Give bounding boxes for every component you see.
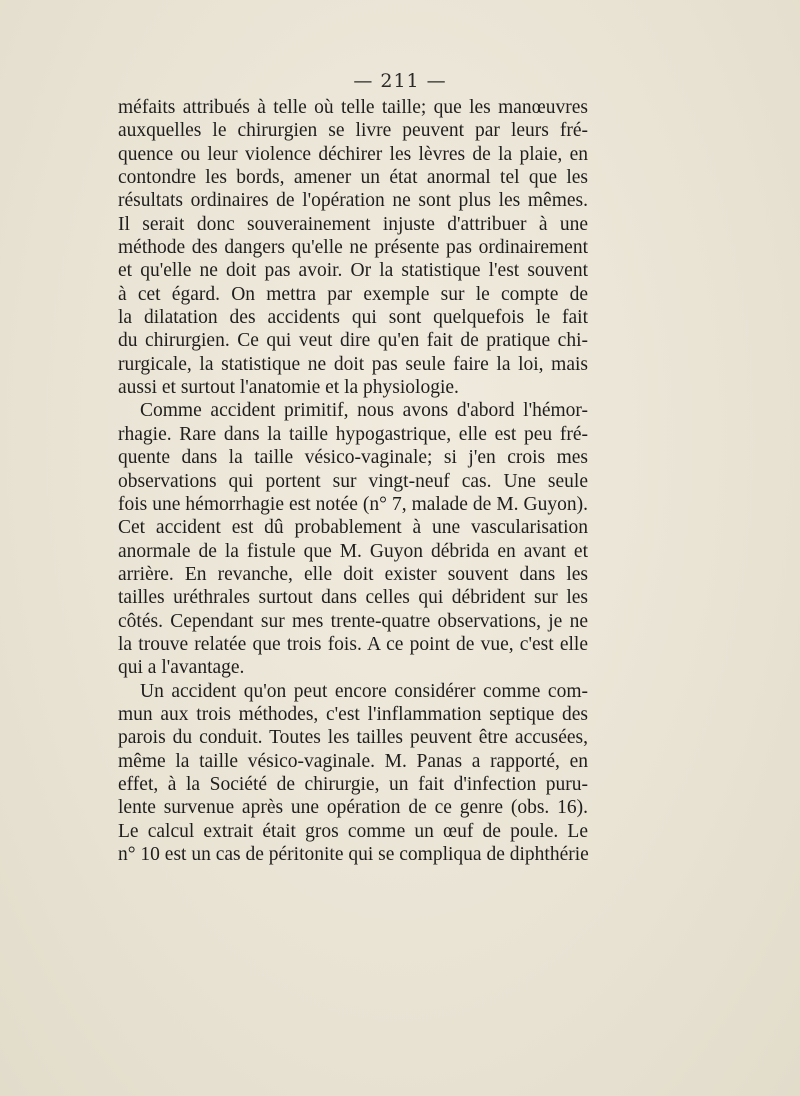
text-line: Un accident qu'on peut encore considérer comme com- <box>140 680 588 702</box>
text-line: auxquelles le chirurgien se livre peuvent par leurs fré- <box>118 120 588 142</box>
text-line: aussi et surtout l'anatomie et la physiologie. <box>118 377 459 399</box>
text-line: du chirurgien. Ce qui veut dire qu'en fait de pratique chi- <box>118 330 588 352</box>
text-line: côtés. Cependant sur mes trente-quatre observations, je ne <box>118 610 588 632</box>
text-line: fois une hémorrhagie est notée (n° 7, malade de M. Guyon). <box>118 493 588 515</box>
text-line: rhagie. Rare dans la taille hypogastrique, elle est peu fré- <box>118 423 588 445</box>
text-line: quence ou leur violence déchirer les lèvres de la plaie, en <box>118 143 588 165</box>
text-line: effet, à la Société de chirurgie, un fait d'infection puru- <box>118 773 588 795</box>
text-line: méfaits attribués à telle où telle taille; que les manœuvres <box>118 97 588 118</box>
text-line: arrière. En revanche, elle doit exister souvent dans les <box>118 563 588 585</box>
text-line: anormale de la fistule que M. Guyon débrida en avant et <box>118 540 588 562</box>
text-line: tailles uréthrales surtout dans celles qui débrident sur les <box>118 587 588 609</box>
text-line: et qu'elle ne doit pas avoir. Or la statistique l'est souvent <box>118 260 588 282</box>
text-line: Le calcul extrait était gros comme un œuf de poule. Le <box>118 820 588 842</box>
text-line: résultats ordinaires de l'opération ne sont plus les mêmes. <box>118 190 588 212</box>
text-line: à cet égard. On mettra par exemple sur le compte de <box>118 283 588 305</box>
text-line: Cet accident est dû probablement à une vascularisation <box>118 517 588 539</box>
text-line: qui a l'avantage. <box>118 657 245 679</box>
body-text <box>118 96 588 866</box>
text-line: mun aux trois méthodes, c'est l'inflammation septique des <box>118 703 588 725</box>
text-line: Comme accident primitif, nous avons d'abord l'hémor- <box>140 400 588 422</box>
text-line: observations qui portent sur vingt-neuf cas. Une seule <box>118 470 588 492</box>
text-line: parois du conduit. Toutes les tailles peuvent être accusées, <box>118 727 588 749</box>
page-number: — 211 — <box>353 70 447 92</box>
text-line: la trouve relatée que trois fois. A ce point de vue, c'est elle <box>118 633 588 655</box>
text-line: même la taille vésico-vaginale. M. Panas a rapporté, en <box>118 750 588 772</box>
text-line: n° 10 est un cas de péritonite qui se compliqua de diphthérie <box>118 844 589 865</box>
text-line: méthode des dangers qu'elle ne présente pas ordinairement <box>118 237 588 259</box>
text-line: Il serait donc souverainement injuste d'attribuer à une <box>118 213 588 235</box>
text-line: la dilatation des accidents qui sont quelquefois le fait <box>118 307 588 329</box>
text-line: contondre les bords, amener un état anormal tel que les <box>118 167 588 189</box>
text-line: rurgicale, la statistique ne doit pas seule faire la loi, mais <box>118 353 588 375</box>
text-line: quente dans la taille vésico-vaginale; si j'en crois mes <box>118 447 588 469</box>
text-line: lente survenue après une opération de ce genre (obs. 16). <box>118 797 588 819</box>
